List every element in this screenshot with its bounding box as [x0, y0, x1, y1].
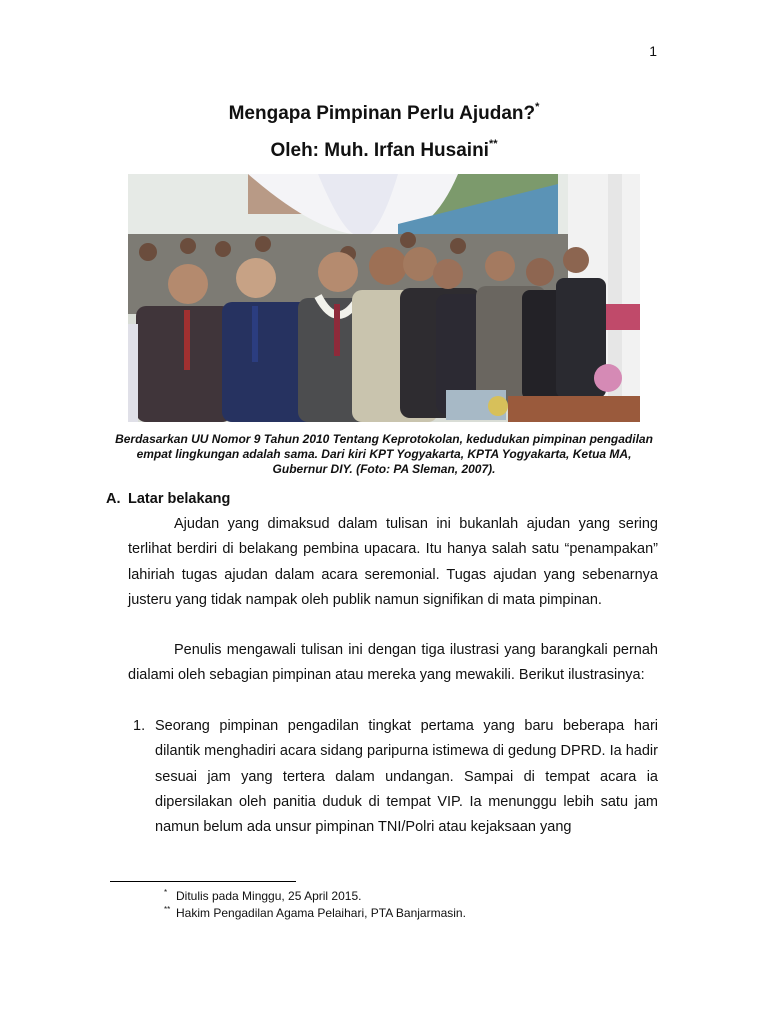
list-item [128, 714, 658, 840]
footnote-mark: ** [164, 905, 171, 914]
footnote-mark: * [164, 888, 168, 897]
page-number: 1 [649, 43, 657, 59]
paragraph [128, 638, 658, 689]
footnote-text: Ditulis pada Minggu, 25 April 2015. [176, 889, 362, 903]
footnote-text: Hakim Pengadilan Agama Pelaihari, PTA Banjarmasin. [176, 906, 466, 920]
ceremony-photo [128, 174, 640, 422]
paragraph-text: Ajudan yang dimaksud dalam tulisan ini bukanlah ajudan yang sering terlihat berdiri di belakang pembina upacara. Itu hanya salah satu “penampakan” lahiriah tugas ajudan dalam acara seremonial. Tugas ajudan yang sebenarnya justeru yang tidak nampak oleh publik namun signifikan di mata pimpinan. [128, 516, 658, 608]
title-text: Mengapa Pimpinan Perlu Ajudan? [228, 103, 536, 124]
paragraph-text: Penulis mengawali tulisan ini dengan tiga ilustrasi yang barangkali pernah dialami oleh sebagian pimpinan atau mereka yang mewakili. Berikut ilustrasinya: [128, 642, 658, 684]
paragraph [128, 512, 658, 613]
footnote [164, 906, 466, 920]
footnote [164, 889, 361, 903]
author-text: Oleh: Muh. Irfan Husaini [270, 140, 489, 161]
illustration-list [128, 714, 658, 840]
document-title [0, 103, 768, 125]
section-title: Latar belakang [128, 491, 231, 507]
list-item-text: Seorang pimpinan pengadilan tingkat pertama yang baru beberapa hari dilantik menghadiri acara sidang paripurna istimewa di gedung DPRD. Ia hadir sesuai jam yang tertera dalam undangan. Sampai di tempat acara ia dipersilakan oleh panitia duduk di tempat VIP. Ia menunggu lebih satu jam namun belum ada unsur pimpinan TNI/Polri atau kejaksaan yang [155, 718, 658, 836]
title-footnote-mark: * [535, 101, 540, 113]
photo-caption: Berdasarkan UU Nomor 9 Tahun 2010 Tentang Keprotokolan, kedudukan pimpinan pengadilan empat lingkungan adalah sama. Dari kiri KPT Yogyakarta, KPTA Yogyakarta, Ketua MA, Gubernur DIY. (Foto: PA Sleman, 2007). [115, 432, 653, 476]
footnote-separator [110, 881, 296, 882]
section-heading [106, 491, 230, 507]
author-line [0, 140, 768, 162]
author-footnote-mark: ** [488, 138, 498, 150]
list-number: 1. [133, 718, 146, 734]
section-letter: A. [106, 491, 121, 507]
